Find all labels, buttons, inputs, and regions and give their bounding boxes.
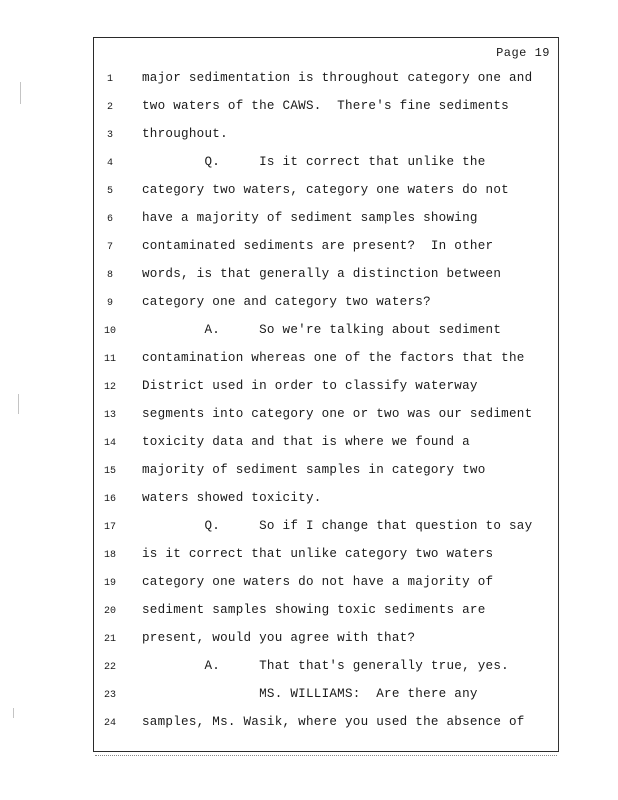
line-text: words, is that generally a distinction between bbox=[142, 267, 502, 281]
line-text: A. So we're talking about sediment bbox=[142, 323, 502, 337]
line-number: 4 bbox=[106, 158, 113, 169]
line-text: have a majority of sediment samples showing bbox=[142, 211, 478, 225]
scan-footer-line bbox=[95, 755, 557, 758]
line-text: District used in order to classify waterway bbox=[142, 379, 478, 393]
transcript-line bbox=[94, 267, 558, 287]
transcript-line bbox=[94, 631, 558, 651]
line-number: 22 bbox=[103, 662, 116, 673]
line-number: 11 bbox=[103, 354, 116, 365]
transcript-line bbox=[94, 183, 558, 203]
line-number: 13 bbox=[103, 410, 116, 421]
line-number: 12 bbox=[103, 382, 116, 393]
line-number: 23 bbox=[103, 690, 116, 701]
transcript-line bbox=[94, 239, 558, 259]
transcript-line bbox=[94, 323, 558, 343]
line-number: 1 bbox=[106, 74, 113, 85]
line-number: 7 bbox=[106, 242, 113, 253]
line-number: 17 bbox=[103, 522, 116, 533]
transcript-line bbox=[94, 491, 558, 511]
transcript-line bbox=[94, 715, 558, 735]
transcript-line bbox=[94, 547, 558, 567]
transcript-line bbox=[94, 407, 558, 427]
line-text: contamination whereas one of the factors that the bbox=[142, 351, 525, 365]
page-number: Page 19 bbox=[496, 46, 550, 60]
line-text: segments into category one or two was our sediment bbox=[142, 407, 533, 421]
scan-artifact bbox=[20, 82, 21, 104]
transcript-line bbox=[94, 659, 558, 679]
transcript-line bbox=[94, 463, 558, 483]
line-number: 21 bbox=[103, 634, 116, 645]
line-text: throughout. bbox=[142, 127, 228, 141]
line-text: major sedimentation is throughout category one and bbox=[142, 71, 533, 85]
line-text: category one waters do not have a majority of bbox=[142, 575, 494, 589]
transcript-line bbox=[94, 435, 558, 455]
transcript-page bbox=[93, 37, 559, 752]
line-text: category one and category two waters? bbox=[142, 295, 431, 309]
line-text: category two waters, category one waters do not bbox=[142, 183, 509, 197]
line-number: 24 bbox=[103, 718, 116, 729]
line-number: 14 bbox=[103, 438, 116, 449]
line-text: sediment samples showing toxic sediments are bbox=[142, 603, 486, 617]
transcript-line bbox=[94, 71, 558, 91]
line-number: 19 bbox=[103, 578, 116, 589]
line-number: 20 bbox=[103, 606, 116, 617]
transcript-line bbox=[94, 295, 558, 315]
line-text: is it correct that unlike category two waters bbox=[142, 547, 494, 561]
line-text: waters showed toxicity. bbox=[142, 491, 322, 505]
line-text: present, would you agree with that? bbox=[142, 631, 416, 645]
transcript-line bbox=[94, 351, 558, 371]
scan-artifact bbox=[18, 394, 19, 414]
line-text: Q. So if I change that question to say bbox=[142, 519, 533, 533]
line-number: 5 bbox=[106, 186, 113, 197]
line-number: 8 bbox=[106, 270, 113, 281]
line-text: samples, Ms. Wasik, where you used the absence of bbox=[142, 715, 525, 729]
line-text: Q. Is it correct that unlike the bbox=[142, 155, 486, 169]
scan-artifact bbox=[13, 708, 14, 718]
line-text: majority of sediment samples in category two bbox=[142, 463, 486, 477]
line-number: 3 bbox=[106, 130, 113, 141]
transcript-line bbox=[94, 603, 558, 623]
transcript-line bbox=[94, 519, 558, 539]
transcript-line bbox=[94, 379, 558, 399]
line-number: 15 bbox=[103, 466, 116, 477]
transcript-line bbox=[94, 687, 558, 707]
line-text: two waters of the CAWS. There's fine sediments bbox=[142, 99, 509, 113]
line-text: toxicity data and that is where we found a bbox=[142, 435, 470, 449]
line-number: 16 bbox=[103, 494, 116, 505]
transcript-line bbox=[94, 127, 558, 147]
line-text: contaminated sediments are present? In other bbox=[142, 239, 494, 253]
line-number: 18 bbox=[103, 550, 116, 561]
line-number: 6 bbox=[106, 214, 113, 225]
line-number: 9 bbox=[106, 298, 113, 309]
transcript-line bbox=[94, 155, 558, 175]
line-text: MS. WILLIAMS: Are there any bbox=[142, 687, 478, 701]
transcript-line bbox=[94, 575, 558, 595]
line-number: 10 bbox=[103, 326, 116, 337]
transcript-line bbox=[94, 99, 558, 119]
line-text: A. That that's generally true, yes. bbox=[142, 659, 509, 673]
transcript-line bbox=[94, 211, 558, 231]
line-number: 2 bbox=[106, 102, 113, 113]
